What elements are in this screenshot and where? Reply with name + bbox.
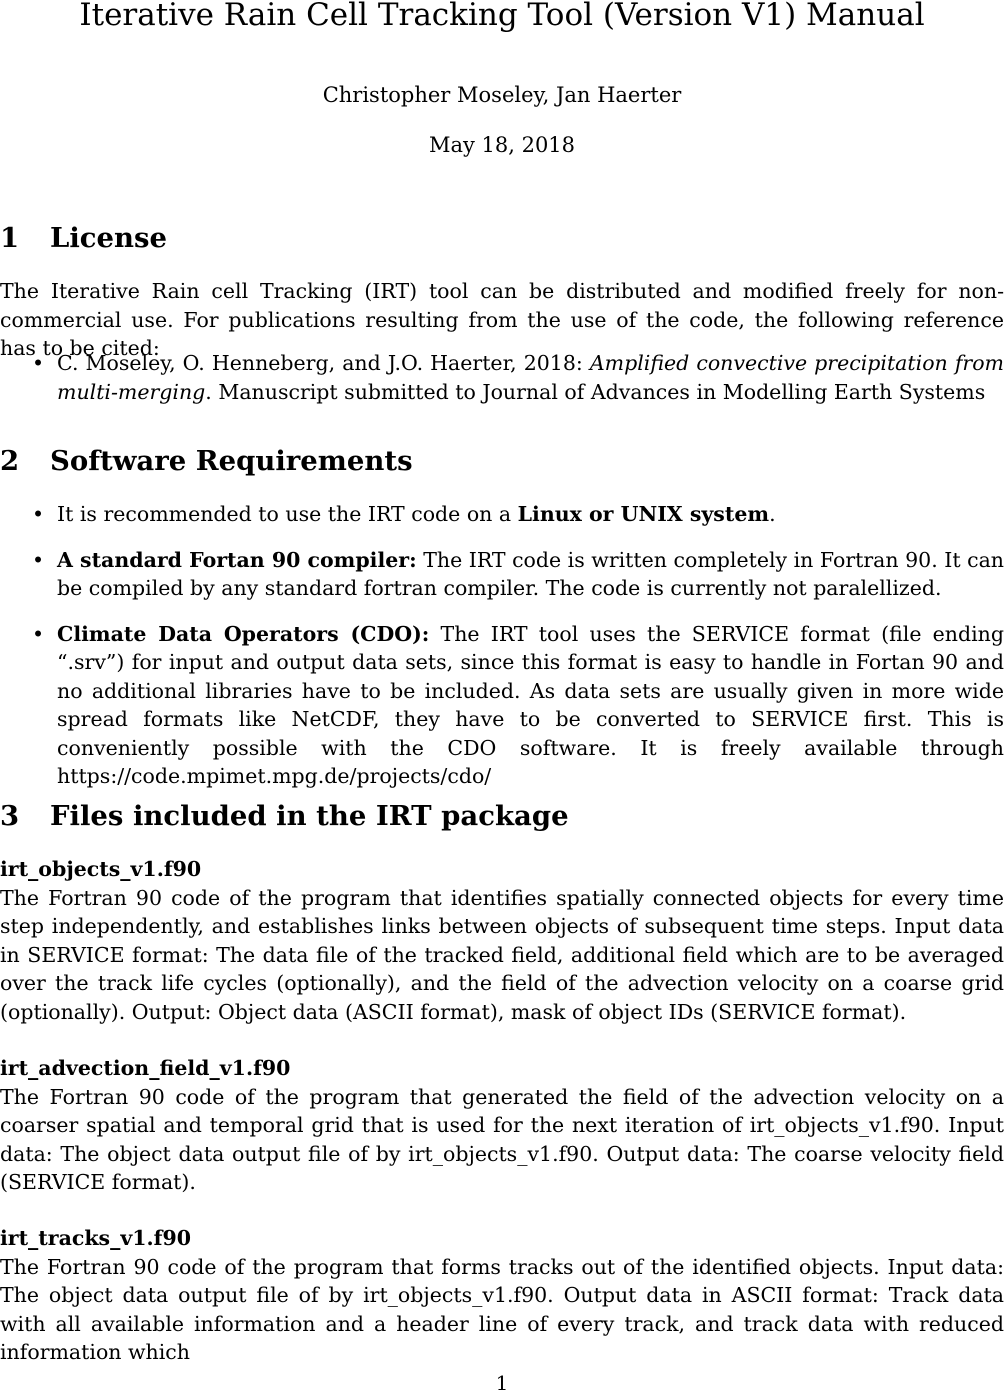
- file-description: The Fortran 90 code of the program that forms tracks out of the identified objects. Input data: The object data output file of by irt_objects_v1.f90. Output data in ASCII format: Track data with all available information and a header line of every track, and track data with reduced information which: [0, 1254, 1004, 1364]
- citation-list: [0, 349, 1004, 406]
- section-number: 1: [0, 222, 20, 254]
- license-paragraph: The Iterative Rain cell Tracking (IRT) tool can be distributed and modified freely for non-commercial use. For publications resulting from the use of the code, the following reference has to be cited:: [0, 279, 1004, 360]
- document-title: Iterative Rain Cell Tracking Tool (Version V1) Manual: [79, 0, 925, 33]
- section-heading-license: [0, 220, 167, 256]
- file-description: The Fortran 90 code of the program that generated the field of the advection velocity on a coarser spatial and temporal grid that is used for the next iteration of irt_objects_v1.f90. Input data: The object data output file of by irt_objects_v1.f90. Output data: The coarse velocity field (SERVICE format).: [0, 1084, 1004, 1194]
- citation-item: [0, 349, 1004, 406]
- document-authors: Christopher Moseley, Jan Haerter: [322, 83, 682, 107]
- file-name: irt_advection_field_v1.f90: [0, 1056, 291, 1080]
- requirement-post: .: [769, 502, 776, 526]
- requirements-list: [0, 500, 1004, 791]
- requirement-item: [0, 500, 1004, 529]
- requirement-lead: Climate Data Operators (CDO):: [57, 621, 430, 646]
- section-number: 2: [0, 445, 20, 477]
- section-title: Files included in the IRT package: [50, 800, 569, 832]
- section-heading-files: [0, 798, 569, 834]
- document-date: May 18, 2018: [428, 133, 576, 157]
- citation-suffix: . Manuscript submitted to Journal of Advances in Modelling Earth Systems: [205, 379, 986, 404]
- requirement-item: [0, 620, 1004, 791]
- requirement-bold: Linux or UNIX system: [517, 502, 770, 526]
- citation-title: Amplified convective precipitation from multi-merging: [57, 351, 1004, 404]
- file-entry-tracks: [0, 1224, 1004, 1367]
- requirement-text: The IRT code is written completely in Fortran 90. It can be compiled by any standard fortran compiler. The code is currently not paralellized.: [57, 547, 1004, 600]
- section-heading-software-requirements: [0, 443, 413, 479]
- section-title: License: [50, 222, 167, 254]
- citation-prefix: C. Moseley, O. Henneberg, and J.O. Haerter, 2018:: [57, 351, 590, 375]
- requirement-text: The IRT tool uses the SERVICE format (file ending “.srv”) for input and output data sets, since this format is easy to handle in Fortan 90 and no additional libraries have to be included. As data sets are usually given in more wide spread formats like NetCDF, they have to be converted to SERVICE first. This is conveniently possible with the CDO software. It is freely available through https://code.mpimet.mpg.de/projects/cdo/: [57, 621, 1004, 788]
- requirement-item: [0, 546, 1004, 603]
- page-number: 1: [495, 1371, 509, 1395]
- file-name: irt_tracks_v1.f90: [0, 1226, 191, 1250]
- file-description: The Fortran 90 code of the program that identifies spatially connected objects for every time step independently, and establishes links between objects of subsequent time steps. Input data in SERVICE format: The data file of the tracked field, additional field which are to be averaged over the track life cycles (optionally), and the field of the advection velocity on a coarse grid (optionally). Output: Object data (ASCII format), mask of object IDs (SERVICE format).: [0, 885, 1004, 1024]
- file-entry-advection-field: [0, 1054, 1004, 1197]
- section-number: 3: [0, 800, 20, 832]
- requirement-text: It is recommended to use the IRT code on a: [57, 502, 518, 526]
- file-name: irt_objects_v1.f90: [0, 857, 202, 881]
- requirement-lead: A standard Fortan 90 compiler:: [57, 547, 417, 572]
- section-title: Software Requirements: [50, 445, 413, 477]
- file-entry-objects: [0, 855, 1004, 1026]
